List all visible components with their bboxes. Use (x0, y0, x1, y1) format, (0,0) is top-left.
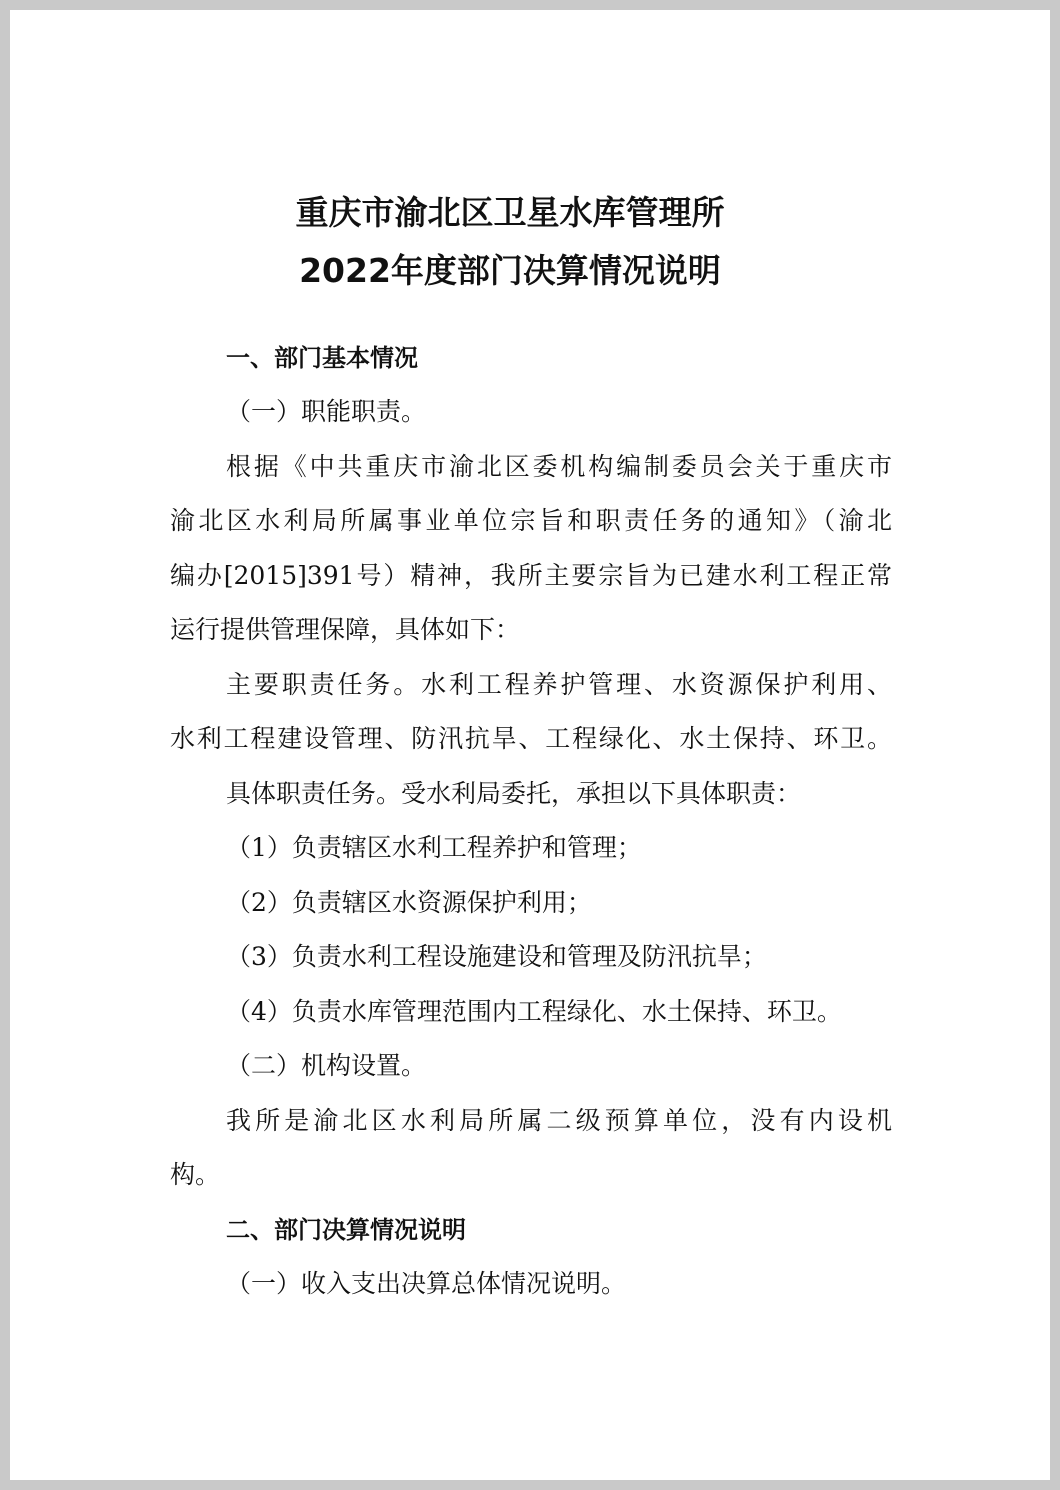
paragraph-line: 主要职责任务。水利工程养护管理、水资源保护利用、 (226, 670, 892, 699)
paragraph-line: 渝北区水利局所属事业单位宗旨和职责任务的通知》（渝北 (170, 506, 892, 535)
paragraph-line: 具体职责任务。受水利局委托，承担以下具体职责： (226, 779, 802, 808)
document-title-line2: 2022年度部门决算情况说明 (299, 251, 721, 290)
section-heading-basic-info: 一、部门基本情况 (226, 344, 418, 372)
paragraph-line: 编办[2015]391号）精神，我所主要宗旨为已建水利工程正常 (170, 561, 892, 590)
subsection-heading-organization: （二）机构设置。 (226, 1051, 427, 1080)
list-item: （2）负责辖区水资源保护利用； (226, 888, 592, 917)
subsection-heading-income-expenditure: （一）收入支出决算总体情况说明。 (226, 1269, 627, 1298)
list-item: （1）负责辖区水利工程养护和管理； (226, 833, 642, 862)
paragraph-line: 构。 (170, 1160, 221, 1189)
paragraph-line: 水利工程建设管理、防汛抗旱、工程绿化、水土保持、环卫。 (170, 724, 892, 753)
paragraph-line: 根据《中共重庆市渝北区委机构编制委员会关于重庆市 (226, 452, 892, 481)
paragraph-line: 运行提供管理保障，具体如下： (170, 615, 521, 644)
section-heading-final-accounts: 二、部门决算情况说明 (226, 1216, 466, 1244)
paragraph-line: 我所是渝北区水利局所属二级预算单位，没有内设机 (226, 1106, 892, 1135)
document-title-line1: 重庆市渝北区卫星水库管理所 (295, 193, 725, 232)
document-page (10, 10, 1050, 1480)
list-item: （4）负责水库管理范围内工程绿化、水土保持、环卫。 (226, 997, 842, 1026)
list-item: （3）负责水利工程设施建设和管理及防汛抗旱； (226, 942, 767, 971)
subsection-heading-functions: （一）职能职责。 (226, 397, 427, 426)
